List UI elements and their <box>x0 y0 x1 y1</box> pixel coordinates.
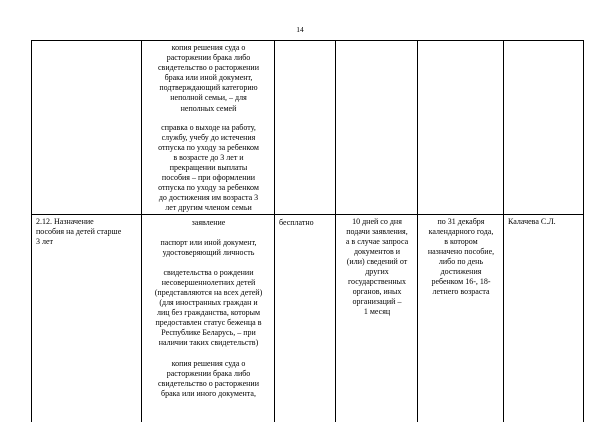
fee-text: бесплатно <box>279 217 314 227</box>
document-line: несовершеннолетних детей <box>161 277 256 287</box>
table-row-continuation <box>32 41 584 215</box>
document-item <box>145 238 272 258</box>
document-item <box>145 268 272 349</box>
responsible-person: Калачева С.Л. <box>508 216 556 226</box>
document-line: в возрасте до 3 лет и <box>173 152 244 162</box>
validity-line: достижения <box>440 266 482 276</box>
term-line: органов, иных <box>352 287 402 297</box>
document-line: копия решения суда о <box>171 43 246 52</box>
procedure-cell <box>32 214 142 422</box>
documents-list <box>142 41 274 214</box>
term-line: других <box>365 266 389 276</box>
page-number: 14 <box>296 25 304 34</box>
term-line: документов и <box>353 246 401 256</box>
document-item <box>145 123 272 214</box>
validity-cell-empty <box>418 41 504 215</box>
document-item <box>145 43 272 114</box>
validity-line: либо по день <box>438 256 484 266</box>
document-line: паспорт или иной документ, <box>160 237 257 247</box>
document-line: подтверждающий категорию <box>159 83 258 93</box>
term-line: организаций – <box>352 297 402 307</box>
document-line: отпуска по уходу за ребенком <box>158 142 259 152</box>
document-line: свидетельства о рождении <box>163 267 254 277</box>
responsible-cell <box>504 214 584 422</box>
table-row-2-12 <box>32 214 584 422</box>
document-line: лет другим членом семьи <box>165 203 252 213</box>
fee-cell-empty <box>275 41 336 215</box>
validity-line: ребенком 16-, 18- <box>431 277 491 287</box>
document-line: свидетельство о расторжении <box>158 378 259 388</box>
procedure-line: пособия на детей старше <box>36 226 122 236</box>
term-line: подачи заявления, <box>346 226 408 236</box>
procedure-name <box>32 215 141 247</box>
document-line: предоставлен статус беженца в <box>155 318 262 328</box>
document-line: (для иностранных граждан и <box>159 298 258 308</box>
documents-list <box>142 215 274 399</box>
document-line: неполной семьи, – для <box>170 93 247 103</box>
document-line: неполных семей <box>180 103 237 113</box>
document-line: наличии таких свидетельств) <box>158 338 259 348</box>
document-line: отпуска по уходу за ребенком <box>158 183 259 193</box>
validity-text <box>418 215 503 298</box>
fee-cell <box>275 214 336 422</box>
document-line: копия решения суда о <box>171 358 246 368</box>
procedures-table <box>31 40 584 422</box>
term-line: а в случае запроса <box>345 236 409 246</box>
document-line: брака или иного документа, <box>161 388 256 398</box>
term-line: (или) сведений от <box>346 256 408 266</box>
procedure-line: 3 лет <box>36 236 54 246</box>
validity-cell <box>418 214 504 422</box>
procedure-cell-empty <box>32 41 142 215</box>
document-line: до достижения им возраста 3 <box>158 193 259 203</box>
document-line: удостоверяющий личность <box>162 247 255 257</box>
validity-line: назначено пособие, <box>427 246 495 256</box>
document-line: заявление <box>191 217 226 227</box>
document-line: свидетельство о расторжении <box>158 63 259 73</box>
procedure-line: 2.12. Назначение <box>36 216 94 226</box>
document-line: справка о выходе на работу, <box>161 122 256 132</box>
validity-line: в котором <box>444 236 478 246</box>
document-line: (представляются на всех детей) <box>154 287 263 297</box>
document-line: расторжении брака либо <box>166 53 251 63</box>
document-line: прекращении выплаты <box>169 163 248 173</box>
document-line: службу, учебу до истечения <box>161 132 256 142</box>
document-line: расторжении брака либо <box>166 368 251 378</box>
validity-line: календарного года, <box>428 226 494 236</box>
document-line: лиц без гражданства, которым <box>156 308 261 318</box>
document-line: Республике Беларусь, – при <box>161 328 256 338</box>
validity-line: по 31 декабря <box>437 216 485 226</box>
term-line: 10 дней со дня <box>352 216 402 226</box>
term-cell <box>336 214 418 422</box>
term-line: государственных <box>347 277 407 287</box>
documents-cell <box>142 41 275 215</box>
document-item <box>145 218 272 228</box>
term-text <box>336 215 417 318</box>
document-line: брака или иной документ, <box>164 73 253 83</box>
validity-line: летнего возраста <box>432 287 490 297</box>
document-item <box>145 359 272 399</box>
documents-cell <box>142 214 275 422</box>
term-line: 1 месяц <box>363 307 391 317</box>
document-line: пособия – при оформлении <box>161 173 256 183</box>
responsible-cell-empty <box>504 41 584 215</box>
term-cell-empty <box>336 41 418 215</box>
